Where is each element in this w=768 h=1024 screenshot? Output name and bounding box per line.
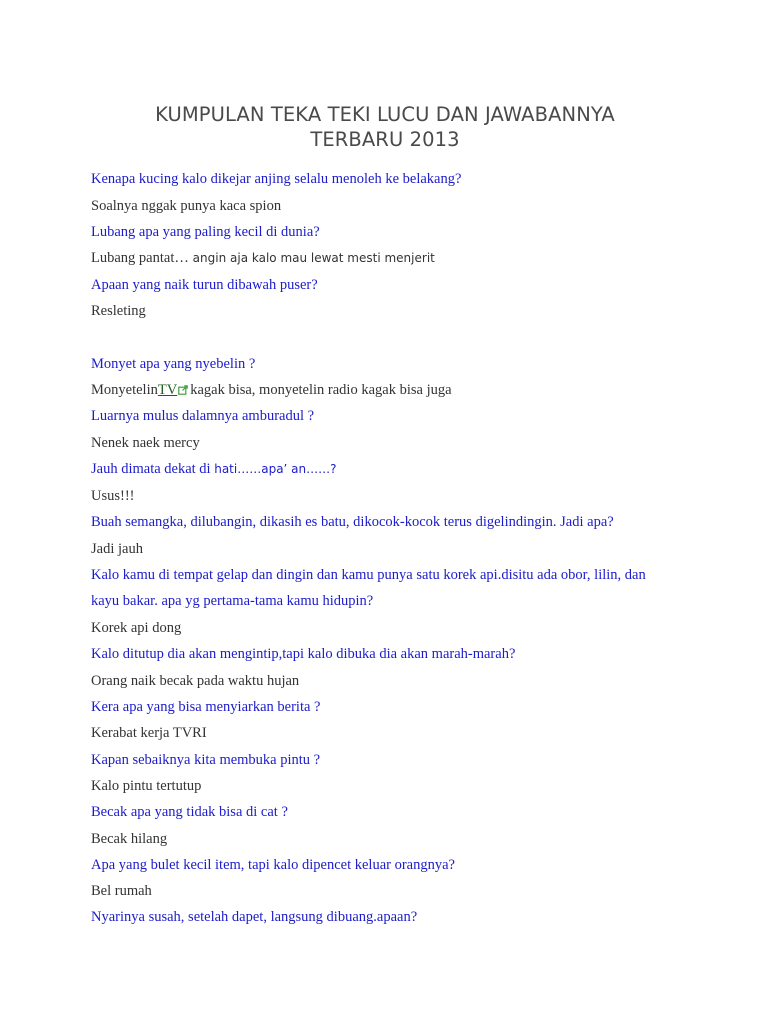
- answer-part: kagak bisa, monyetelin radio kagak bisa juga: [190, 382, 452, 398]
- answer-text: [91, 380, 691, 400]
- answer-text: Kerabat kerja TVRI: [91, 725, 207, 741]
- question-text: Apa yang bulet kecil item, tapi kalo dipencet keluar orangnya?: [91, 857, 455, 873]
- question-text: Lubang apa yang paling kecil di dunia?: [91, 224, 320, 240]
- answer-part: Lubang pantat…: [91, 250, 189, 266]
- question-text: Becak apa yang tidak bisa di cat ?: [91, 804, 288, 820]
- question-text-line-2: kayu bakar. apa yg pertama-tama kamu hidupin?: [91, 593, 374, 609]
- document-title: [90, 102, 680, 152]
- answer-text: Orang naik becak pada waktu hujan: [91, 673, 300, 689]
- answer-text: Becak hilang: [91, 831, 168, 847]
- question-text: Kenapa kucing kalo dikejar anjing selalu menoleh ke belakang?: [91, 171, 462, 187]
- answer-text: Resleting: [91, 303, 146, 319]
- question-text: Monyet apa yang nyebelin ?: [91, 356, 256, 372]
- title-line-1: KUMPULAN TEKA TEKI LUCU DAN JAWABANNYA: [155, 103, 615, 126]
- question-text: [91, 459, 691, 479]
- question-text: Kapan sebaiknya kita membuka pintu ?: [91, 752, 321, 768]
- question-text: Luarnya mulus dalamnya amburadul ?: [91, 408, 315, 424]
- answer-text: Soalnya nggak punya kaca spion: [91, 198, 282, 214]
- question-text: Kera apa yang bisa menyiarkan berita ?: [91, 699, 321, 715]
- external-link-icon[interactable]: [178, 381, 188, 391]
- answer-text: Usus!!!: [91, 488, 135, 504]
- title-line-2: TERBARU 2013: [310, 128, 460, 151]
- answer-part: Monyetelin: [91, 382, 158, 398]
- answer-part: angin aja kalo mau lewat mesti menjerit: [188, 251, 435, 265]
- answer-text: [91, 248, 691, 268]
- question-part: Jauh dimata dekat di: [91, 461, 215, 477]
- answer-text: Bel rumah: [91, 883, 152, 899]
- question-text: Apaan yang naik turun dibawah puser?: [91, 277, 318, 293]
- answer-text: Nenek naek mercy: [91, 435, 200, 451]
- question-text: Buah semangka, dilubangin, dikasih es batu, dikocok-kocok terus digelindingin. Jadi apa?: [91, 514, 614, 530]
- answer-text: Korek api dong: [91, 620, 182, 636]
- question-text-line-1: Kalo kamu di tempat gelap dan dingin dan kamu punya satu korek api.disitu ada obor, lilin, dan: [91, 567, 646, 583]
- question-text: Kalo ditutup dia akan mengintip,tapi kalo dibuka dia akan marah-marah?: [91, 646, 516, 662]
- answer-text: Jadi jauh: [91, 541, 143, 557]
- question-text: Nyarinya susah, setelah dapet, langsung dibuang.apaan?: [91, 909, 418, 925]
- tv-link[interactable]: TV: [157, 382, 178, 398]
- question-part: hati……apa’ an……?: [214, 462, 337, 476]
- answer-text: Kalo pintu tertutup: [91, 778, 202, 794]
